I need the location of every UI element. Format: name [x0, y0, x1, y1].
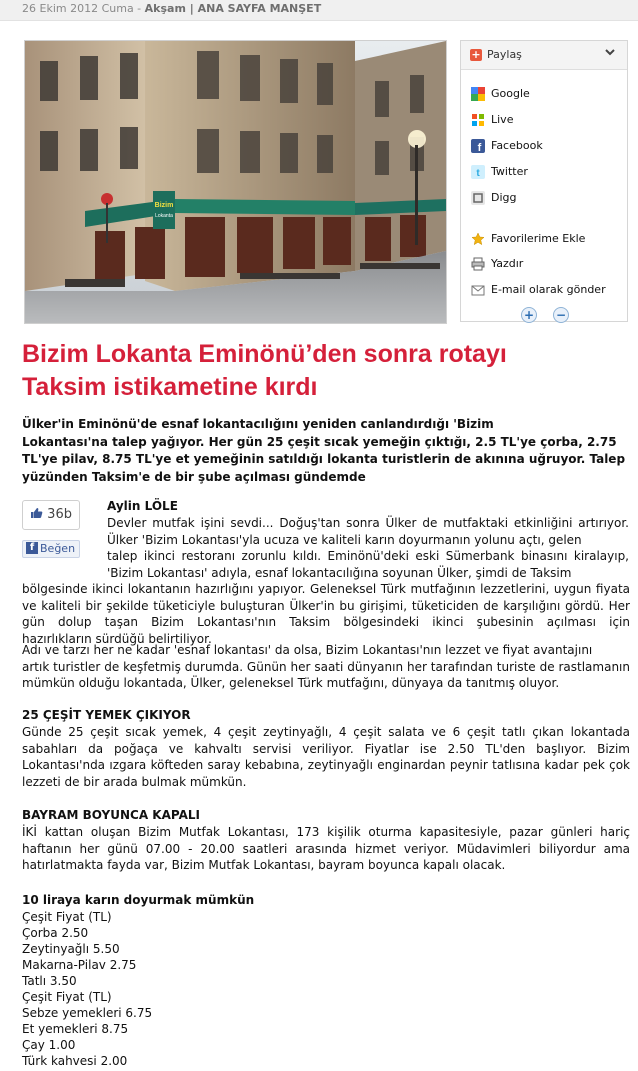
zoom-in-button[interactable]: + [521, 307, 537, 323]
price-row: Et yemekleri 8.75 [22, 1022, 129, 1036]
price-row: Makarna-Pilav 2.75 [22, 958, 137, 972]
price-row: Çeşit Fiyat (TL) [22, 990, 112, 1004]
article-headline: Bizim Lokanta Eminönü’den sonra rotayı Taksim istikametine kırdı [22, 340, 507, 401]
article-lead: Ülker'in Eminönü'de esnaf lokantacılığını yeniden canlandırdığı 'Bizim Lokantası'na talep yağıyor. Her gün 25 çeşit sıcak yemeğin çıktığı, 2.5 TL'ye çorba, 2.75 TL'ye pilav, 8.75 TL'ye et yemeğinin satıldığı lokanta turistlerin de akınına uğruyor. Talep yüzünden Taksim'e de bir şube açılması gündemde [22, 417, 626, 484]
price-list [22, 909, 152, 1069]
svg-text:Bizim: Bizim [154, 202, 174, 209]
windows-live-icon [471, 113, 485, 127]
section-title-bayram: BAYRAM BOYUNCA KAPALI [22, 808, 200, 822]
facebook-icon: f [26, 542, 38, 554]
svg-text:Lokanta: Lokanta [155, 213, 173, 219]
svg-text:t: t [476, 168, 480, 179]
share-header[interactable] [461, 41, 627, 70]
digg-icon [471, 191, 485, 205]
price-row: Çay 1.00 [22, 1038, 76, 1052]
price-row: Çorba 2.50 [22, 926, 89, 940]
price-row: Sebze yemekleri 6.75 [22, 1006, 153, 1020]
article-paragraph-2: Adı ve tarzı her ne kadar 'esnaf lokantası' da olsa, Bizim Lokantası'nın lezzet ve fiyat avantajını artık turistler de keşfetmiş durumda. Günün her saati dünyanın her tarafından turiste de rastlamanın mümkün olduğu lokantada, Ülker, geleneksel Türk mutfağını, dünyaya da tanıtmış oluyor. [22, 643, 630, 690]
share-plus-icon: + [471, 48, 481, 61]
zoom-out-button[interactable]: − [553, 307, 569, 323]
share-facebook[interactable]: f Facebook [471, 138, 543, 154]
section-1-text: Günde 25 çeşit sıcak yemek, 4 çeşit zeytinyağlı, 4 çeşit salata ve 6 çeşit tatlı çıkan lokantada sabahları da poğaça ve kahvaltı servisi veriliyor. Fiyatlar ise 2.50 TL'den başlıyor. Bizim Lokantası'nda ızgara köfteden saray kebabına, zeytinyağlı enginardan peynir tatlısına kadar pek çok lezzeti de bir arada bulmak mümkün. [22, 725, 630, 789]
section-title-25-cesit: 25 ÇEŞİT YEMEK ÇIKIYOR [22, 708, 191, 722]
share-twitter[interactable]: t Twitter [471, 164, 528, 180]
price-row: Tatlı 3.50 [22, 974, 77, 988]
thumbs-up-icon [30, 507, 47, 522]
share-panel [460, 40, 628, 322]
price-row: Zeytinyağlı 5.50 [22, 942, 120, 956]
share-favorites[interactable]: Favorilerime Ekle [471, 231, 585, 247]
share-email[interactable]: E-mail olarak gönder [471, 282, 606, 298]
chevron-down-icon[interactable] [604, 46, 616, 61]
section-title-prices: 10 liraya karın doyurmak mümkün [22, 893, 255, 907]
mail-icon [471, 283, 485, 297]
share-title: Paylaş [487, 48, 522, 61]
star-icon [471, 232, 485, 246]
price-row: Çeşit Fiyat (TL) [22, 910, 112, 924]
share-digg[interactable]: Digg [471, 190, 517, 206]
twitter-icon [471, 165, 485, 179]
price-row: Türk kahvesi 2.00 [22, 1054, 128, 1068]
author-name: Aylin LÖLE [107, 499, 178, 513]
facebook-like-button[interactable]: f Beğen [22, 540, 80, 558]
facebook-icon [471, 139, 485, 153]
like-counter[interactable]: 36b [22, 500, 80, 530]
article-paragraph-1-cont: bölgesinde ikinci lokantanın hazırlığını yapıyor. Geleneksel Türk mutfağının lezzetlerini, uygun fiyata ve kaliteli bir şekilde tüketiciyle buluşturan Ülker'in bu girişimi, tüketiciden de karşılığını gördü. Her gün dolup taşan Bizim Lokantası'nın Taksim bölgesindeki ikinci şubesinin açılması için hazırlıkların sürdüğü belirtiliyor. [22, 582, 630, 646]
share-live[interactable]: Live [471, 112, 513, 128]
share-google[interactable]: Google [471, 86, 530, 102]
google-icon [471, 87, 485, 101]
printer-icon [471, 257, 485, 271]
top-bar: 26 Ekim 2012 Cuma - Akşam | ANA SAYFA MANŞET [0, 0, 638, 21]
article-paragraph-1: Devler mutfak işini sevdi... Doğuş'tan sonra Ülker de mutfaktaki etkinliğini artırıyor. Ülker 'Bizim Lokantası'yla ucuza ve kaliteli karın doyurmanın yolunu açtı, gelen talep ikinci restoranı zorunlu kıldı. Eminönü'deki eski Sümerbank binasını kiralayıp, 'Bizim Lokantası' adıyla, esnaf lokantacılığına soyunan Ülker, şimdi de Taksim [107, 516, 629, 580]
share-print[interactable]: Yazdır [471, 256, 523, 272]
date-text: 26 Ekim 2012 Cuma [22, 2, 134, 15]
article-photo [24, 40, 447, 324]
section-2-text: İKİ kattan oluşan Bizim Mutfak Lokantası, 173 kişilik oturma kapasitesiyle, pazar günleri hariç haftanın her günü 07.00 - 20.00 saatleri arasında hizmet veriyor. Müdavimleri biliyordur ama hatırlatmakta fayda var, Bizim Mutfak Lokantası, bayram boyunca kapalı olacak. [22, 825, 630, 872]
source-link[interactable]: Akşam | ANA SAYFA MANŞET [144, 2, 322, 15]
svg-text:f: f [477, 142, 482, 153]
